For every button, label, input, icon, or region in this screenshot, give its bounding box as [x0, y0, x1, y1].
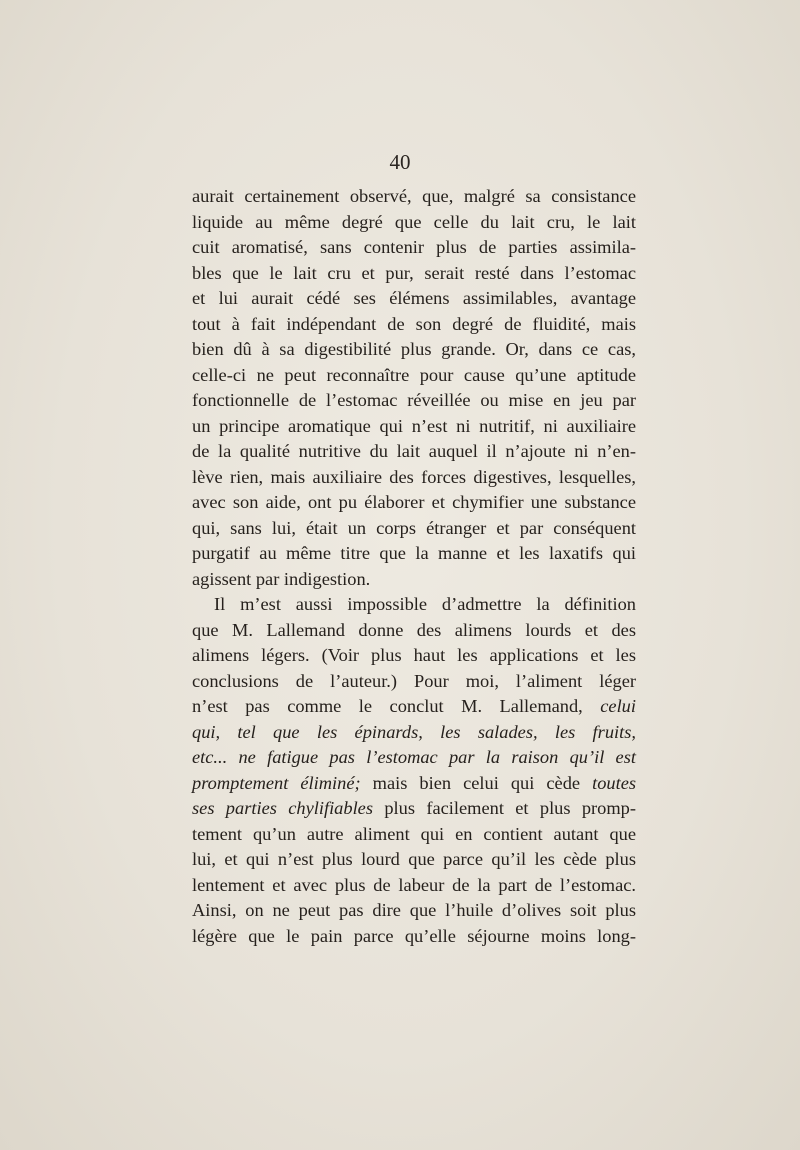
text-line [192, 516, 636, 542]
italic-text: ses parties chylifiables [192, 798, 374, 818]
text-segment: lui, et qui n’est plus lourd que parce qu’il les cède plus [192, 849, 636, 869]
text-segment: agissent par indigestion. [192, 568, 371, 589]
text-line [192, 822, 636, 848]
text-line [192, 490, 636, 516]
text-line [192, 439, 636, 465]
text-segment: un principe aromatique qui n’est ni nutritif, ni auxiliaire [192, 415, 636, 436]
text-segment: avec son aide, ont pu élaborer et chymifier une substance [192, 492, 636, 512]
text-segment: aurait certainement observé, que, malgré sa consistance [192, 186, 636, 206]
text-segment: Il m’est aussi impossible d’admettre la définition [214, 594, 636, 614]
text-segment: Ainsi, on ne peut pas dire que l’huile d’olives soit plus [192, 900, 636, 920]
text-line [192, 618, 636, 644]
page-number: 40 [389, 150, 411, 174]
text-line [192, 261, 636, 287]
text-line [192, 184, 636, 210]
text-line [192, 694, 636, 720]
text-line [192, 388, 636, 414]
text-line [192, 924, 636, 950]
text-segment: qui, sans lui, était un corps étranger et par conséquent [192, 517, 636, 538]
italic-text: toutes [592, 772, 637, 793]
text-line [192, 337, 636, 363]
text-line [192, 898, 636, 924]
text-line [192, 541, 636, 567]
text-line [192, 796, 636, 822]
text-segment: celle-ci ne peut reconnaître pour cause qu’une aptitude [192, 364, 636, 385]
italic-text: qui, tel que les épinards, les salades, les fruits, [192, 721, 636, 742]
text-line [192, 210, 636, 236]
text-line [192, 592, 636, 618]
text-segment: légère que le pain parce qu’elle séjourne moins long- [192, 925, 636, 946]
text-line [192, 414, 636, 440]
text-segment: et lui aurait cédé ses élémens assimilables, avantage [192, 288, 636, 308]
text-segment: de la qualité nutritive du lait auquel il n’ajoute ni n’en- [192, 441, 636, 461]
text-line [192, 465, 636, 491]
text-line [192, 643, 636, 669]
text-segment: bles que le lait cru et pur, serait resté dans l’estomac [192, 262, 636, 283]
text-line [192, 873, 636, 899]
text-line [192, 235, 636, 261]
text-segment: tout à fait indépendant de son degré de fluidité, mais [192, 313, 636, 334]
text-line [192, 567, 636, 593]
text-line [192, 771, 636, 797]
italic-text: celui [600, 696, 636, 716]
text-segment: plus facilement et plus promp- [373, 798, 636, 818]
text-segment: fonctionnelle de l’estomac réveillée ou mise en jeu par [192, 390, 636, 410]
italic-text: etc... ne fatigue pas l’estomac par la raison qu’il est [192, 747, 636, 767]
text-segment: liquide au même degré que celle du lait cru, le lait [192, 211, 636, 232]
text-segment: alimens légers. (Voir plus haut les applications et les [192, 645, 636, 665]
text-line [192, 720, 636, 746]
italic-text: promptement éliminé; [192, 772, 361, 793]
text-line [192, 363, 636, 389]
text-segment: cuit aromatisé, sans contenir plus de parties assimila- [192, 237, 636, 257]
text-segment: n’est pas comme le conclut M. Lallemand, [192, 696, 601, 716]
text-segment: que M. Lallemand donne des alimens lourds et des [192, 619, 636, 640]
text-line [192, 312, 636, 338]
text-line [192, 847, 636, 873]
text-segment: lève rien, mais auxiliaire des forces digestives, lesquelles, [192, 466, 636, 487]
text-line [192, 745, 636, 771]
text-segment: mais bien celui qui cède [360, 772, 593, 793]
text-segment: tement qu’un autre aliment qui en contient autant que [192, 823, 636, 844]
text-line [192, 286, 636, 312]
text-segment: lentement et avec plus de labeur de la part de l’estomac. [192, 874, 636, 895]
text-segment: bien dû à sa digestibilité plus grande. Or, dans ce cas, [192, 339, 636, 359]
body-text [192, 184, 636, 949]
text-line [192, 669, 636, 695]
text-segment: purgatif au même titre que la manne et les laxatifs qui [192, 543, 636, 563]
text-segment: conclusions de l’auteur.) Pour moi, l’aliment léger [192, 670, 636, 691]
